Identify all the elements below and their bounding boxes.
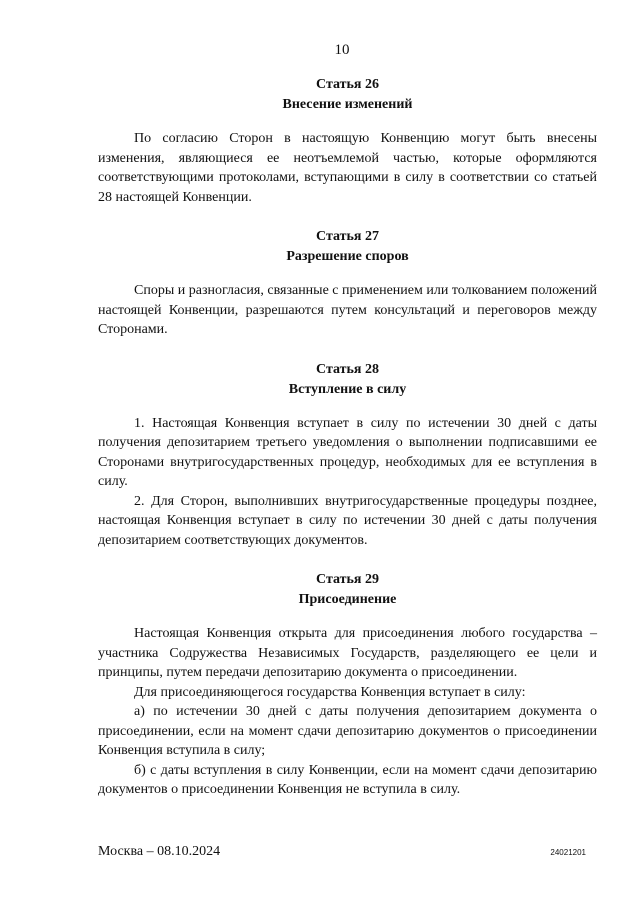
article-29 [98, 570, 597, 800]
paragraph: По согласию Сторон в настоящую Конвенцию могут быть внесены изменения, являющиеся ее неотъемлемой частью, которые оформляются соответствующими протоколами, вступающими в силу в соответствии со статьей 28 настоящей Конвенции. [98, 131, 597, 205]
article-title: Вступление в силу [288, 381, 407, 397]
footer-place-date: Москва – 08.10.2024 [98, 844, 221, 859]
paragraph: Для присоединяющегося государства Конвенция вступает в силу: [134, 684, 526, 700]
article-title: Присоединение [298, 592, 397, 607]
paragraph: б) с даты вступления в силу Конвенции, если на момент сдачи депозитарию документов о присоединении Конвенция не вступила в силу. [98, 762, 597, 797]
article-title: Внесение изменений [282, 97, 413, 112]
article-text [98, 624, 597, 800]
paragraph: 2. Для Сторон, выполнивших внутригосударственные процедуры позднее, настоящая Конвенция вступает в силу по истечении 30 дней с даты получения депозитарием соответствующих документов. [98, 493, 597, 548]
article-27 [98, 227, 597, 340]
page-number: 10 [334, 42, 350, 58]
footer-doc-code: 24021201 [550, 848, 586, 857]
article-number: Статья 29 [316, 572, 379, 587]
document-body [98, 75, 597, 820]
paragraph: 1. Настоящая Конвенция вступает в силу по истечении 30 дней с даты получения депозитарием третьего уведомления о выполнении подписавшими ее Сторонами внутригосударственных процедур, необходимых для ее вступления в силу. [98, 415, 597, 489]
paragraph: Споры и разногласия, связанные с применением или толкованием положений настоящей Конвенции, разрешаются путем консультаций и переговоров между Сторонами. [98, 283, 597, 337]
article-text [98, 129, 597, 207]
paragraph: а) по истечении 30 дней с даты получения депозитарием документа о присоединении, если на момент сдачи депозитарию документов о присоединении Конвенция вступила в силу; [98, 704, 597, 758]
article-28 [98, 360, 597, 551]
article-number: Статья 27 [316, 229, 379, 244]
article-number: Статья 26 [316, 77, 379, 92]
article-text [98, 414, 597, 551]
paragraph: Настоящая Конвенция открыта для присоединения любого государства – участника Содружества Независимых Государств, разделяющего ее цели и принципы, путем передачи депозитарию документа о присоединении. [98, 626, 597, 680]
article-title: Разрешение споров [286, 249, 409, 264]
article-26 [98, 75, 597, 207]
article-number: Статья 28 [316, 361, 379, 377]
article-text [98, 281, 597, 340]
